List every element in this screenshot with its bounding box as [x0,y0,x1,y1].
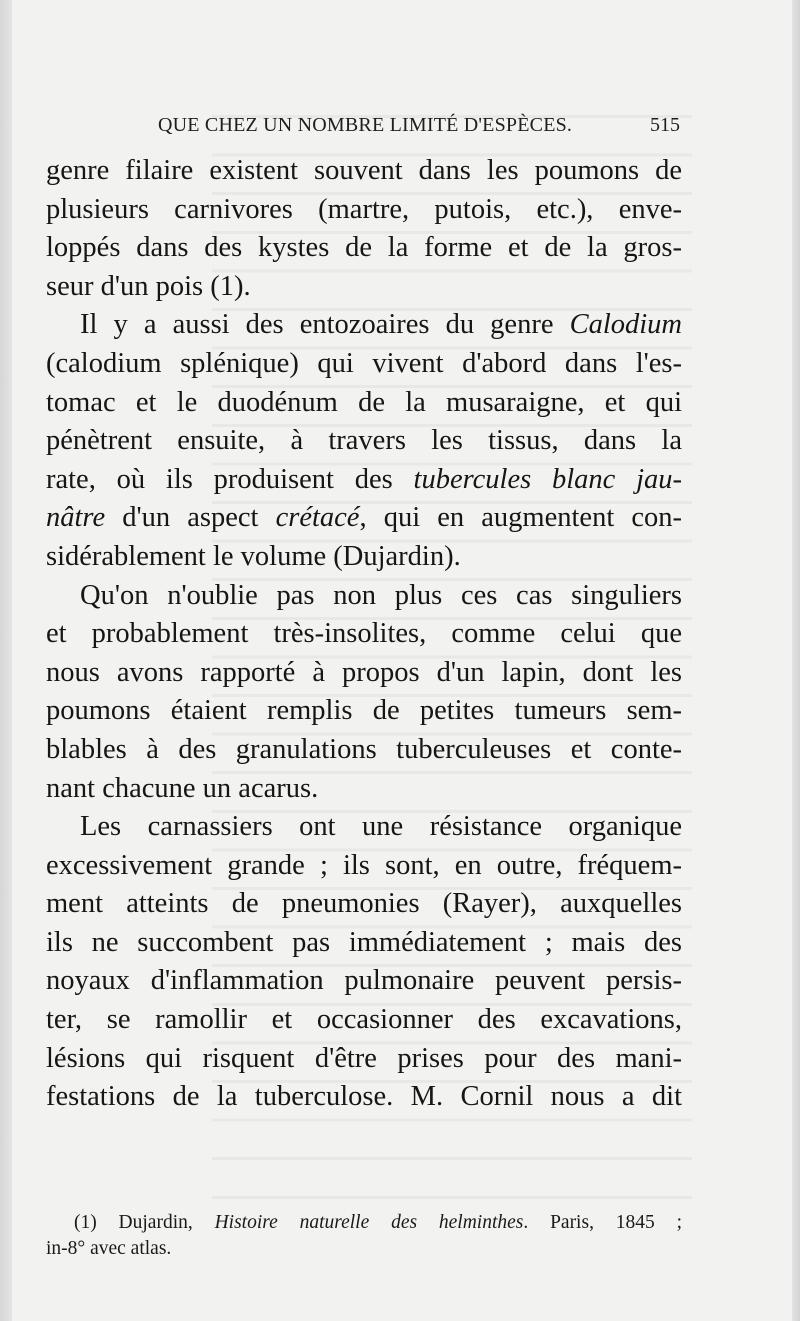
text-fragment: rate, où ils produisent des [46,463,414,495]
text-line: et probablement très-insolites, comme celui que [46,618,682,650]
text-line: lésions qui risquent d'être prises pour des mani- [46,1042,682,1074]
text-line: nant chacune un acarus. [46,772,319,804]
running-head [158,114,680,144]
footnote [46,1210,682,1262]
text-line: sidérablement le volume (Dujardin). [46,540,461,572]
running-title: QUE CHEZ UN NOMBRE LIMITÉ D'ESPÈCES. [158,114,573,136]
footnote-line [46,1210,682,1236]
text-line: genre filaire existent souvent dans les poumons de [46,155,682,186]
text-line: excessivement grande ; ils sont, en outre, fréquem- [46,849,682,881]
text-line [46,306,682,345]
text-line: Les carnassiers ont une résistance organique [80,811,682,843]
text-line: tomac et le duodénum de la musaraigne, et qui [46,386,682,418]
text-fragment: Il y a aussi des entozoaires du genre [80,309,570,341]
text-fragment: , qui en augmentent con- [359,502,682,534]
text-line: pénètrent ensuite, à travers les tissus, dans la [46,425,682,457]
italic-genus-name: Calodium [569,309,682,341]
text-line: seur d'un pois (1). [46,270,251,302]
text-line: noyaux d'inflammation pulmonaire peuvent persis- [46,965,682,997]
text-line: ils ne succombent pas immédiatement ; mais des [46,926,682,958]
text-line: blables à des granulations tuberculeuses et conte- [46,733,682,765]
text-line [46,499,682,538]
text-line: plusieurs carnivores (martre, putois, etc.), enve- [46,193,682,225]
text-line: poumons étaient remplis de petites tumeurs sem- [46,695,682,727]
text-line: (calodium splénique) qui vivent d'abord dans l'es- [46,347,682,379]
text-line: festations de la tuberculose. M. Cornil nous a dit [46,1081,682,1113]
text-line: Qu'on n'oublie pas non plus ces cas singuliers [80,579,682,611]
body-text [46,152,682,1117]
text-line: ter, se ramollir et occasionner des excavations, [46,1004,682,1036]
text-fragment: d'un aspect [105,502,276,534]
page-number: 515 [650,114,680,136]
italic-term: crétacé [275,502,360,534]
text-line: nous avons rapporté à propos d'un lapin, dont les [46,656,682,688]
footnote-suffix: . Paris, 1845 ; [523,1212,682,1233]
text-line: ment atteints de pneumonies (Rayer), auxquelles [46,888,682,920]
footnote-book-title: Histoire naturelle des helminthes [214,1212,524,1233]
text-line: loppés dans des kystes de la forme et de la gros- [46,232,682,264]
italic-term: tubercules blanc jau- [413,463,682,495]
text-line [46,461,682,500]
footnote-prefix: (1) Dujardin, [74,1212,215,1233]
italic-term: nâtre [46,502,106,534]
footnote-line: in-8° avec atlas. [46,1238,172,1259]
